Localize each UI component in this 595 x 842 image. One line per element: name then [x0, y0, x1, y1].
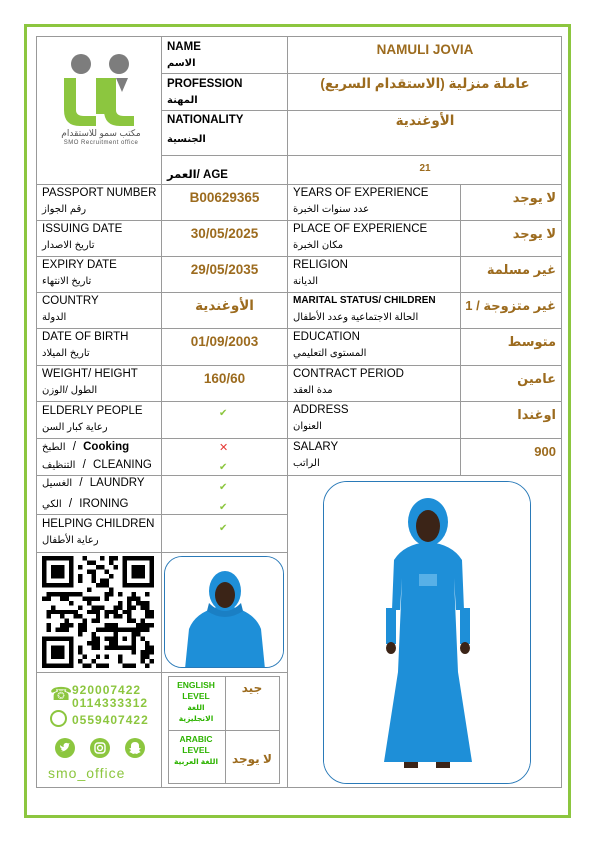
- left-row-label: WEIGHT/ HEIGHT: [42, 368, 138, 380]
- left-row-label: EXPIRY DATE: [42, 259, 117, 271]
- company-logo: [56, 48, 146, 148]
- social-handle[interactable]: smo_office: [48, 765, 126, 781]
- arabic-level-label: [170, 734, 222, 767]
- age-value: 21: [419, 163, 431, 174]
- skill-label-ar: رعاية الأطفال: [42, 535, 99, 546]
- right-row-label: SALARY: [293, 441, 339, 453]
- right-row-label-ar: المستوى التعليمي: [293, 348, 367, 359]
- skill-label-ar: رعاية كبار السن: [42, 422, 108, 433]
- skill-label-ar: التنظيف: [42, 460, 76, 471]
- nationality-label-ar: الجنسية: [167, 134, 206, 145]
- skill-separator: /: [68, 498, 73, 510]
- check-icon: ✔: [219, 408, 228, 419]
- right-row-value: غير متزوجة / 1: [465, 298, 556, 313]
- left-row-label: ISSUING DATE: [42, 223, 123, 235]
- english-level-label: [170, 680, 222, 724]
- phone-number-2[interactable]: 0114333312: [72, 696, 149, 710]
- phone-icon: ☎: [50, 684, 73, 704]
- logo-name-ar: مكتب سمو للاستقدام: [61, 128, 141, 138]
- grid-line: [287, 184, 288, 475]
- grid-line: [36, 256, 562, 257]
- portrait-photo: [164, 556, 284, 668]
- skill-label: LAUNDRY: [89, 477, 145, 489]
- nationality-label: NATIONALITY: [167, 114, 244, 126]
- right-row-value: لا يوجد: [512, 226, 556, 241]
- profession-value: عاملة منزلية (الاستقدام السريع): [320, 76, 530, 91]
- grid-line: [36, 365, 562, 366]
- whatsapp-number[interactable]: 0559407422: [72, 713, 149, 727]
- skill-label: IRONING: [79, 498, 129, 510]
- check-icon: ✔: [219, 523, 228, 534]
- right-row-label: EDUCATION: [293, 331, 360, 343]
- grid-line: [161, 110, 562, 111]
- grid-line: [36, 401, 562, 402]
- right-row-value: غير مسلمة: [486, 262, 556, 277]
- skill-label-ar: الكي: [42, 499, 62, 510]
- grid-line: [36, 552, 287, 553]
- left-row-label-ar: تاريخ الاصدار: [42, 240, 95, 251]
- left-row-label: COUNTRY: [42, 295, 99, 307]
- left-row-label-ar: رقم الجواز: [42, 204, 87, 215]
- name-label: NAME: [167, 41, 201, 53]
- left-row-label-ar: الطول /الوزن: [42, 385, 98, 396]
- grid-line: [36, 184, 562, 185]
- check-icon: ✔: [219, 482, 228, 493]
- grid-line: [36, 514, 287, 515]
- left-row-value: 01/09/2003: [190, 334, 259, 349]
- whatsapp-icon: [50, 710, 67, 727]
- arabic-label-ar: اللغة العربية: [173, 757, 219, 766]
- right-row-label: CONTRACT PERIOD: [293, 368, 404, 380]
- profession-label-ar: المهنة: [167, 95, 198, 106]
- right-row-label-ar: العنوان: [293, 421, 322, 432]
- right-row-label: MARITAL STATUS/ CHILDREN: [293, 295, 436, 306]
- grid-line: [36, 438, 562, 439]
- left-row-label: DATE OF BIRTH: [42, 331, 129, 343]
- skill-separator: /: [79, 477, 83, 489]
- grid-line: [287, 475, 288, 788]
- twitter-icon[interactable]: [55, 738, 75, 758]
- phone-number-1[interactable]: 920007422: [72, 683, 142, 697]
- left-row-label-ar: تاريخ الانتهاء: [42, 276, 92, 287]
- qr-code[interactable]: [42, 556, 154, 673]
- left-row-value: 29/05/2035: [190, 262, 259, 277]
- skill-label-row: [42, 477, 145, 489]
- right-row-label-ar: مدة العقد: [293, 385, 333, 396]
- right-row-label-ar: عدد سنوات الخبرة: [293, 204, 370, 215]
- nationality-value: الأوغندية: [395, 113, 455, 128]
- right-row-value: لا يوجد: [512, 190, 556, 205]
- skill-label-row: [42, 441, 129, 453]
- age-label: العمر/ AGE: [167, 169, 228, 181]
- right-row-label: RELIGION: [293, 259, 348, 271]
- skill-label: CLEANING: [93, 459, 152, 471]
- skill-label: Cooking: [83, 441, 130, 453]
- skill-label-row: [42, 498, 129, 510]
- left-row-label: PASSPORT NUMBER: [42, 187, 157, 199]
- grid-line: [36, 328, 562, 329]
- name-value: NAMULI JOVIA: [376, 42, 474, 57]
- left-row-value: 160/60: [203, 371, 246, 386]
- left-row-label-ar: الدولة: [42, 312, 67, 323]
- grid-line: [161, 73, 562, 74]
- cross-icon: ✕: [219, 442, 229, 454]
- left-row-value: B00629365: [189, 190, 260, 205]
- right-row-label-ar: الراتب: [293, 458, 320, 469]
- right-row-value: متوسط: [507, 334, 556, 349]
- english-label-en: ENGLISH LEVEL: [177, 680, 215, 701]
- profession-label: PROFESSION: [167, 78, 243, 90]
- grid-line: [36, 292, 562, 293]
- grid-line: [36, 475, 562, 476]
- right-row-label: PLACE OF EXPERIENCE: [293, 223, 428, 235]
- grid-line: [460, 184, 461, 475]
- check-icon: ✔: [219, 462, 228, 473]
- right-row-value: عامين: [517, 371, 556, 386]
- skill-label: HELPING CHILDREN: [42, 518, 155, 530]
- arabic-level-value: لا يوجد: [232, 752, 272, 766]
- left-row-label-ar: تاريخ الميلاد: [42, 348, 90, 359]
- skill-label-ar: الطبخ: [42, 442, 66, 453]
- skill-separator: /: [82, 459, 86, 471]
- right-row-label-ar: الحالة الاجتماعية وعدد الأطفال: [293, 312, 419, 323]
- right-row-label: YEARS OF EXPERIENCE: [293, 187, 429, 199]
- skill-label-row: [42, 459, 152, 471]
- arabic-label-en: ARABIC LEVEL: [179, 734, 213, 755]
- full-body-photo: [323, 481, 531, 784]
- right-row-label: ADDRESS: [293, 404, 349, 416]
- grid-line: [161, 155, 562, 156]
- left-row-value: 30/05/2025: [190, 226, 259, 241]
- grid-line: [36, 220, 562, 221]
- right-row-value: اوغندا: [517, 407, 556, 422]
- grid-line: [161, 552, 162, 788]
- grid-line: [169, 730, 279, 731]
- english-level-value: جيد: [241, 681, 263, 695]
- skill-label-ar: الغسيل: [42, 478, 73, 489]
- logo-name-en: SMO Recruitment office: [63, 140, 139, 146]
- english-label-ar: اللغة الانجليزية: [178, 703, 214, 723]
- skill-label: ELDERLY PEOPLE: [42, 405, 143, 417]
- check-icon: ✔: [219, 502, 228, 513]
- skill-separator: /: [72, 441, 76, 453]
- snapchat-icon[interactable]: [125, 738, 145, 758]
- name-label-ar: الاسم: [167, 58, 196, 69]
- instagram-icon[interactable]: [90, 738, 110, 758]
- logo-mark-icon: [56, 48, 146, 128]
- right-row-label-ar: مكان الخبرة: [293, 240, 344, 251]
- right-row-label-ar: الديانة: [293, 276, 319, 287]
- left-row-value: الأوغندية: [195, 298, 254, 313]
- right-row-value: 900: [534, 444, 556, 459]
